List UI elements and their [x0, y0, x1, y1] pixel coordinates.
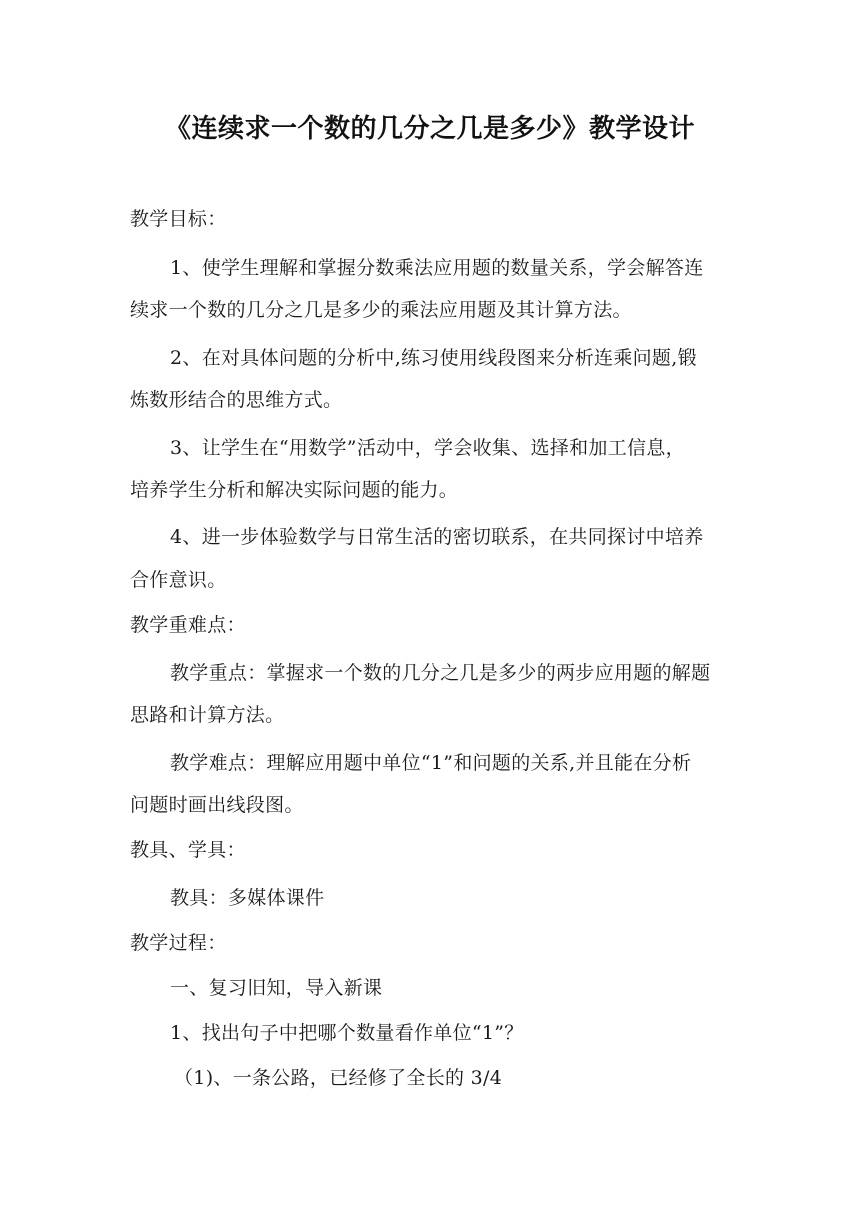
difficulty-line-1: 教学难点：理解应用题中单位“1”和问题的关系,并且能在分析 [170, 752, 692, 774]
process-step-1: 一、复习旧知，导入新课 [170, 977, 383, 999]
goal-1-line-1: 1、使学生理解和掌握分数乘法应用题的数量关系，学会解答连 [170, 257, 704, 279]
section-heading-tools: 教具、学具： [130, 839, 246, 861]
section-heading-goals: 教学目标： [130, 208, 227, 230]
key-point-line-1: 教学重点：掌握求一个数的几分之几是多少的两步应用题的解题 [170, 662, 711, 684]
question-1-1: （1)、一条公路，已经修了全长的 3/4 [174, 1067, 503, 1089]
page-title: 《连续求一个数的几分之几是多少》教学设计 [164, 114, 695, 144]
difficulty-line-2: 问题时画出线段图。 [130, 794, 304, 816]
section-heading-keypoints: 教学重难点： [130, 614, 246, 636]
goal-4-line-1: 4、进一步体验数学与日常生活的密切联系，在共同探讨中培养 [170, 526, 704, 548]
goal-3-line-1: 3、让学生在“用数学”活动中，学会收集、选择和加工信息， [170, 437, 685, 459]
goal-2-line-2: 炼数形结合的思维方式。 [130, 389, 343, 411]
goal-3-line-2: 培养学生分析和解决实际问题的能力。 [130, 479, 459, 501]
goal-2-line-1: 2、在对具体问题的分析中,练习使用线段图来分析连乘问题,锻 [170, 347, 697, 369]
goal-4-line-2: 合作意识。 [130, 569, 227, 591]
question-1: 1、找出句子中把哪个数量看作单位“1”？ [170, 1022, 524, 1044]
section-heading-process: 教学过程： [130, 932, 227, 954]
tools-line: 教具：多媒体课件 [170, 887, 325, 909]
goal-1-line-2: 续求一个数的几分之几是多少的乘法应用题及其计算方法。 [130, 299, 632, 321]
key-point-line-2: 思路和计算方法。 [130, 704, 285, 726]
